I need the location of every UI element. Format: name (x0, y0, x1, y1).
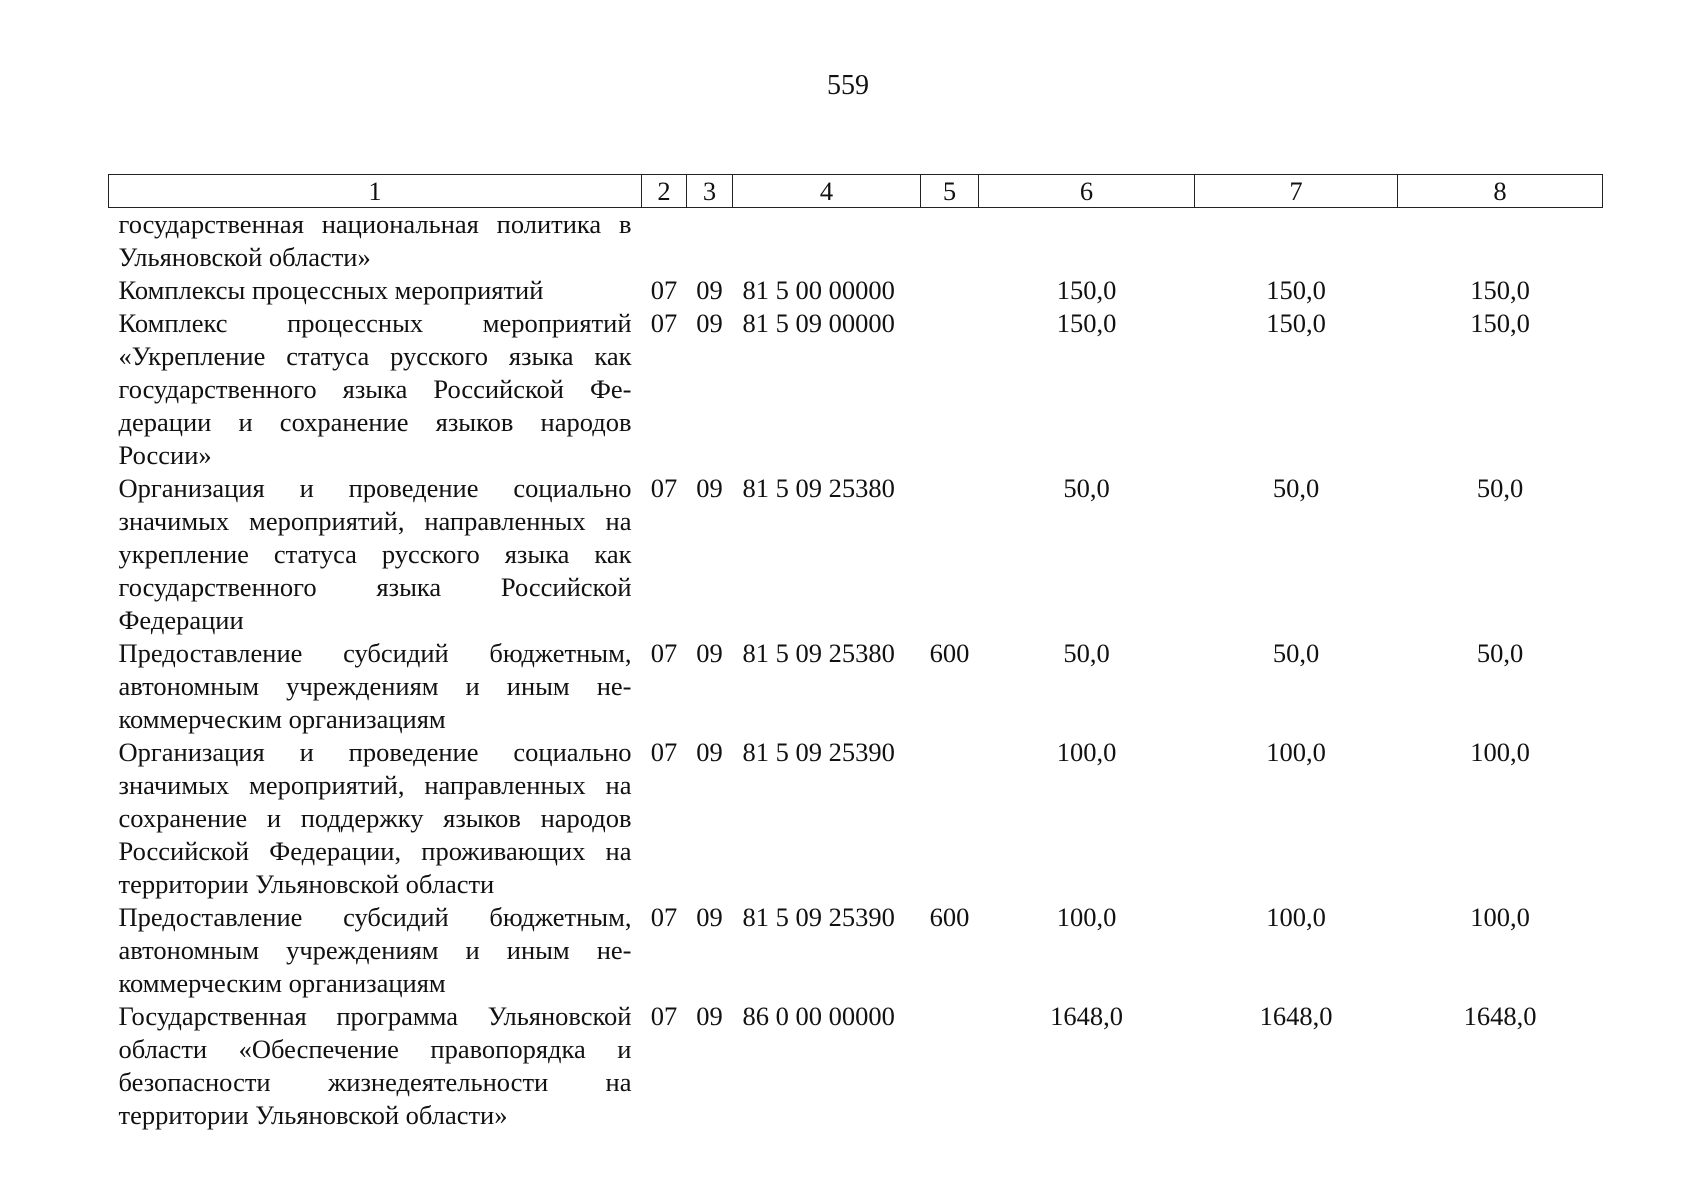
row-amount-col8: 150,0 (1470, 308, 1530, 338)
row-amount-col6: 150,0 (1056, 308, 1117, 338)
row-subsection: 09 (696, 473, 723, 503)
row-amount-col6: 50,0 (1063, 638, 1110, 668)
row-expense-type: 600 (929, 902, 970, 932)
row-amount-col8: 100,0 (1470, 902, 1530, 932)
row-amount-col8: 150,0 (1470, 275, 1530, 305)
row-subsection: 09 (696, 902, 723, 932)
header-col-3: 3 (687, 175, 733, 208)
row-subsection: 09 (696, 275, 723, 305)
table-row (109, 307, 1603, 472)
table-row (109, 274, 1603, 307)
row-section (642, 208, 687, 275)
row-amount-col7: 150,0 (1266, 275, 1326, 305)
budget-table (108, 174, 1603, 1132)
header-row (109, 175, 1603, 208)
row-amount-col6: 50,0 (1063, 473, 1110, 503)
row-amount-col7 (1195, 208, 1398, 275)
row-expense-type (921, 274, 979, 307)
page-number: 559 (827, 70, 869, 101)
row-expense-type: 600 (929, 638, 970, 668)
row-section: 07 (650, 737, 678, 767)
header-col-5: 5 (921, 175, 979, 208)
row-amount-col6: 1648,0 (1050, 1001, 1123, 1031)
row-expense-type (921, 307, 979, 472)
row-amount-col6: 100,0 (1056, 902, 1117, 932)
row-subsection: 09 (696, 737, 723, 767)
row-name: Предоставление субсидий бюджетным, автономным учреждениям и иным некоммерческим организациям (118, 638, 632, 734)
row-section: 07 (650, 1001, 678, 1031)
row-name: Организация и проведение социально значимых мероприятий, направленных на сохранение и поддержку языков народов Российской Федерации, проживающих на территории Ульяновской области (118, 737, 632, 899)
row-subsection (687, 208, 733, 275)
row-target-article: 81 5 09 25380 (742, 638, 895, 668)
row-target-article: 81 5 09 25380 (742, 473, 895, 503)
row-amount-col7: 100,0 (1266, 737, 1326, 767)
table-row (109, 901, 1603, 1000)
row-name: Государственная программа Ульяновской области «Обеспечение правопорядка и безопасности жизнедеятельности на территории Ульяновской области» (118, 1001, 632, 1130)
row-name: Комплекс процессных мероприятий «Укрепление статуса русского языка как государственного языка Российской Федерации и сохранение языков народов России» (118, 308, 632, 470)
row-amount-col7: 50,0 (1272, 473, 1320, 503)
row-subsection: 09 (696, 308, 723, 338)
row-expense-type (921, 472, 979, 637)
header-col-6: 6 (979, 175, 1195, 208)
header-col-1: 1 (109, 175, 642, 208)
header-col-4: 4 (733, 175, 921, 208)
row-section: 07 (650, 308, 678, 338)
row-name: Организация и проведение социально значимых мероприятий, направленных на укрепление статуса русского языка как государственного языка Российской Федерации (118, 473, 632, 635)
row-amount-col7: 150,0 (1266, 308, 1326, 338)
row-name: Предоставление субсидий бюджетным, автономным учреждениям и иным некоммерческим организациям (118, 902, 632, 998)
row-expense-type (921, 208, 979, 275)
row-name: Комплексы процессных мероприятий (118, 275, 544, 305)
row-subsection: 09 (696, 1001, 723, 1031)
row-amount-col7: 100,0 (1266, 902, 1326, 932)
row-expense-type (921, 1000, 979, 1132)
row-name: государственная национальная политика в Ульяновской области» (118, 209, 632, 272)
row-amount-col8: 100,0 (1470, 737, 1530, 767)
table-row (109, 472, 1603, 637)
table-row (109, 637, 1603, 736)
row-amount-col6: 100,0 (1056, 737, 1117, 767)
row-target-article: 86 0 00 00000 (742, 1001, 895, 1031)
row-target-article: 81 5 09 25390 (742, 902, 895, 932)
row-section: 07 (650, 275, 678, 305)
row-target-article: 81 5 09 25390 (742, 737, 895, 767)
row-section: 07 (650, 902, 678, 932)
row-amount-col7: 1648,0 (1259, 1001, 1333, 1031)
row-expense-type (921, 736, 979, 901)
table-body (109, 208, 1603, 1133)
row-amount-col8: 50,0 (1476, 638, 1524, 668)
header-col-2: 2 (642, 175, 687, 208)
row-amount-col8 (1398, 208, 1603, 275)
header-col-8: 8 (1398, 175, 1603, 208)
row-target-article: 81 5 00 00000 (742, 275, 895, 305)
row-amount-col6 (979, 208, 1195, 275)
table-row (109, 736, 1603, 901)
table-row (109, 1000, 1603, 1132)
row-target-article (733, 208, 921, 275)
row-section: 07 (650, 638, 678, 668)
table-row (109, 208, 1603, 275)
row-section: 07 (650, 473, 678, 503)
row-target-article: 81 5 09 00000 (742, 308, 895, 338)
row-amount-col6: 150,0 (1056, 275, 1117, 305)
row-amount-col8: 50,0 (1476, 473, 1524, 503)
table-header (109, 175, 1603, 208)
header-col-7: 7 (1195, 175, 1398, 208)
row-amount-col8: 1648,0 (1463, 1001, 1537, 1031)
row-subsection: 09 (696, 638, 723, 668)
row-amount-col7: 50,0 (1272, 638, 1320, 668)
